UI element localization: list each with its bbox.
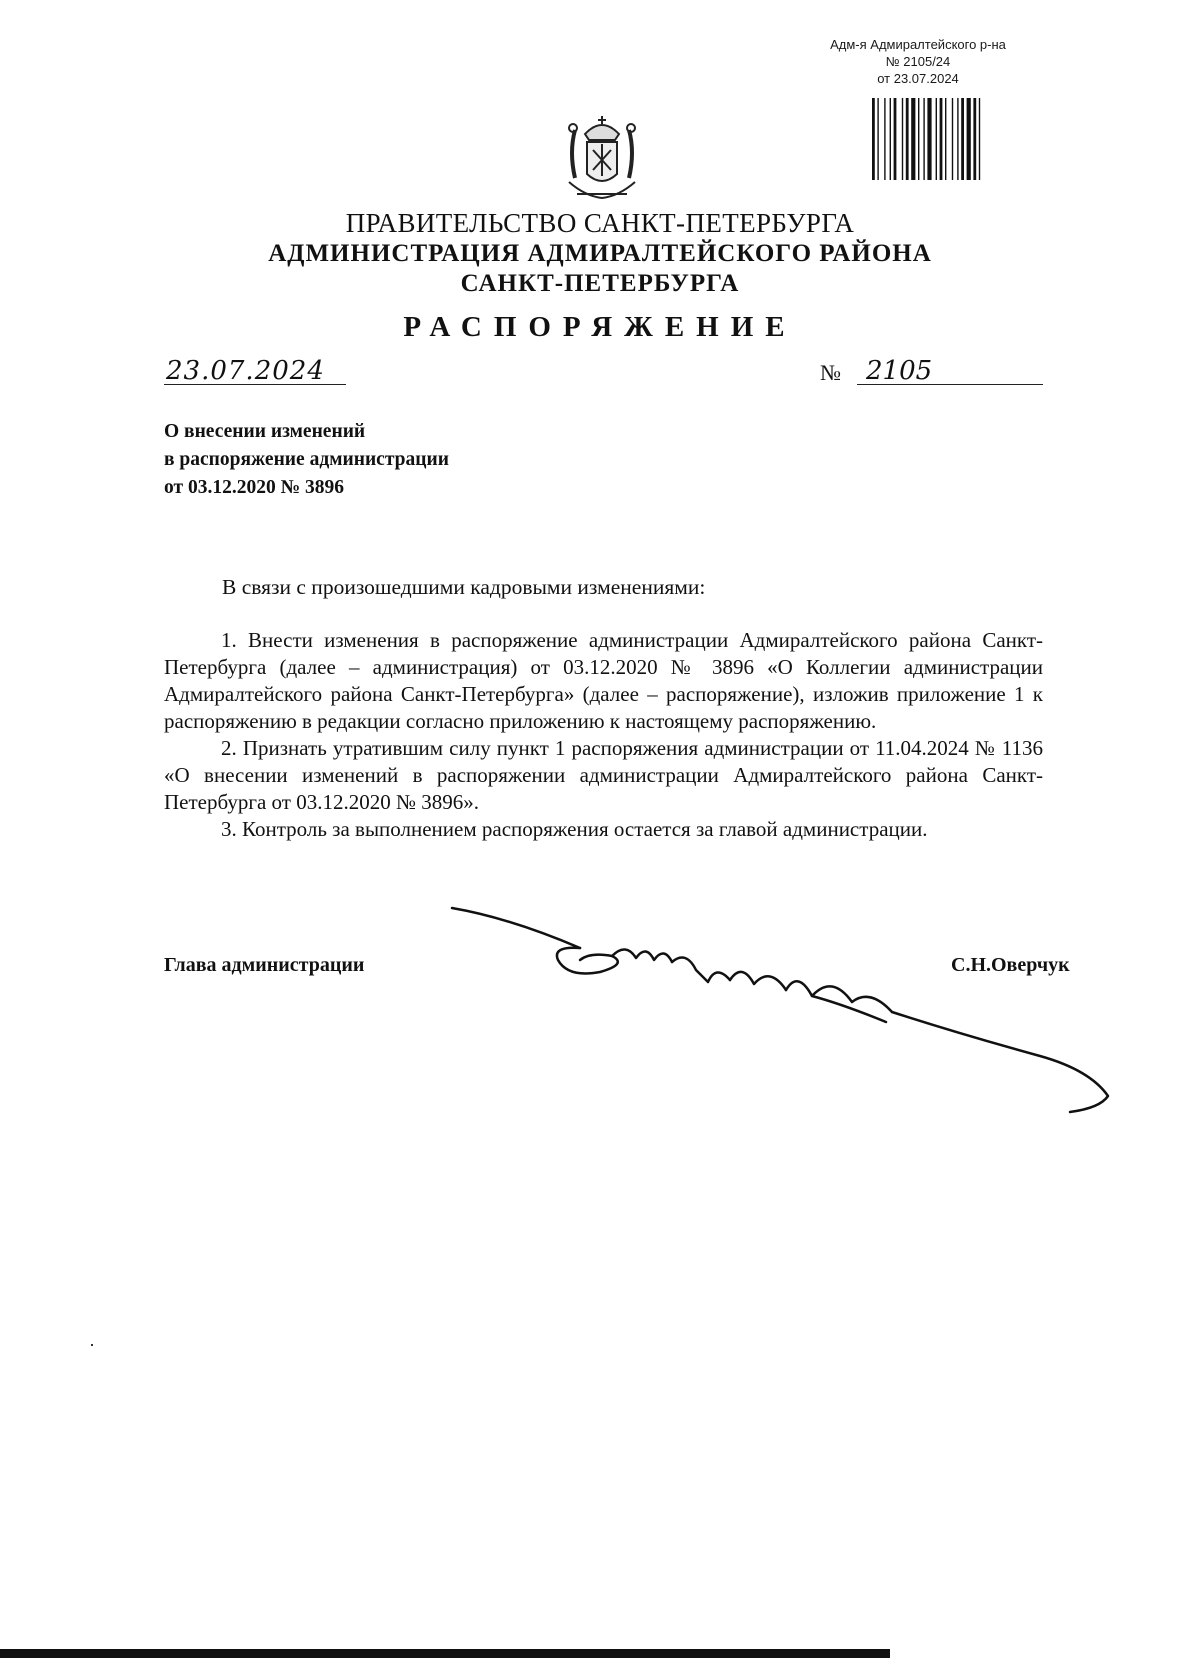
barcode-bar [936, 98, 937, 180]
barcode-bar [961, 98, 964, 180]
barcode-bar [890, 98, 891, 180]
number-label: № [820, 360, 841, 385]
barcode-bar [952, 98, 953, 180]
subject-line: от 03.12.2020 № 3896 [164, 477, 345, 498]
barcode-bar [923, 98, 924, 180]
date-underline [164, 384, 346, 385]
barcode-bar [979, 98, 980, 180]
subject-line: в распоряжение администрации [164, 449, 449, 470]
registration-stamp-organization: Адм-я Адмиралтейского р-на [830, 37, 1006, 52]
registration-stamp [818, 36, 1018, 87]
signatory-title: Глава администрации [164, 954, 365, 976]
barcode-bar [872, 98, 875, 180]
barcode-bar [967, 98, 971, 180]
document-type-title: РАСПОРЯЖЕНИЕ [403, 311, 797, 343]
barcode-bar [973, 98, 976, 180]
barcode-bar [911, 98, 915, 180]
administration-name: АДМИНИСТРАЦИЯ АДМИРАЛТЕЙСКОГО РАЙОНА [268, 240, 932, 267]
handwritten-number: 2105 [866, 356, 933, 386]
body-paragraph: 2. Признать утратившим силу пункт 1 распоряжения администрации от 11.04.2024 № 1136 «О внесении изменений в распоряжении администрации Адмиралтейского района Санкт-Петербурга от 03.12.2020 № 3896». [164, 736, 1043, 814]
handwritten-signature [440, 900, 1180, 1130]
barcode-bar [940, 98, 943, 180]
preamble-text: В связи с произошедшими кадровыми изменениями: [222, 575, 706, 599]
barcode-bar [877, 98, 878, 180]
scan-edge-bar [0, 1649, 890, 1658]
government-name: ПРАВИТЕЛЬСТВО САНКТ-ПЕТЕРБУРГА [345, 208, 855, 238]
barcode-bar [918, 98, 919, 180]
subject-line: О внесении изменений [164, 421, 366, 442]
handwritten-date: 23.07.2024 [166, 356, 325, 386]
coat-of-arms-emblem [555, 112, 649, 208]
barcode-bar [894, 98, 897, 180]
registration-stamp-number: № 2105/24 [885, 54, 951, 69]
scan-speck [91, 1344, 93, 1346]
body-paragraph: 3. Контроль за выполнением распоряжения остается за главой администрации. [221, 817, 928, 841]
document-body [164, 627, 1043, 843]
document-subject [164, 418, 449, 502]
barcode-bar [884, 98, 885, 180]
signatory-name: С.Н.Оверчук [951, 954, 1070, 976]
barcode-bar [957, 98, 958, 180]
barcode-bar [945, 98, 946, 180]
barcode [872, 98, 1012, 180]
number-underline [857, 384, 1043, 385]
body-paragraph: 1. Внести изменения в распоряжение администрации Адмиралтейского района Санкт-Петербурга (далее – администрация) от 03.12.2020 № 3896 «О Коллегии администрации Адмиралтейского района Санкт-Петербурга» (далее – распоряжение), изложив приложение 1 к распоряжению в редакции согласно приложению к настоящему распоряжению. [164, 628, 1043, 733]
city-name: САНКТ-ПЕТЕРБУРГА [460, 270, 740, 297]
barcode-bar [906, 98, 909, 180]
registration-stamp-date: от 23.07.2024 [877, 71, 959, 86]
barcode-bar [927, 98, 931, 180]
barcode-bar [902, 98, 903, 180]
